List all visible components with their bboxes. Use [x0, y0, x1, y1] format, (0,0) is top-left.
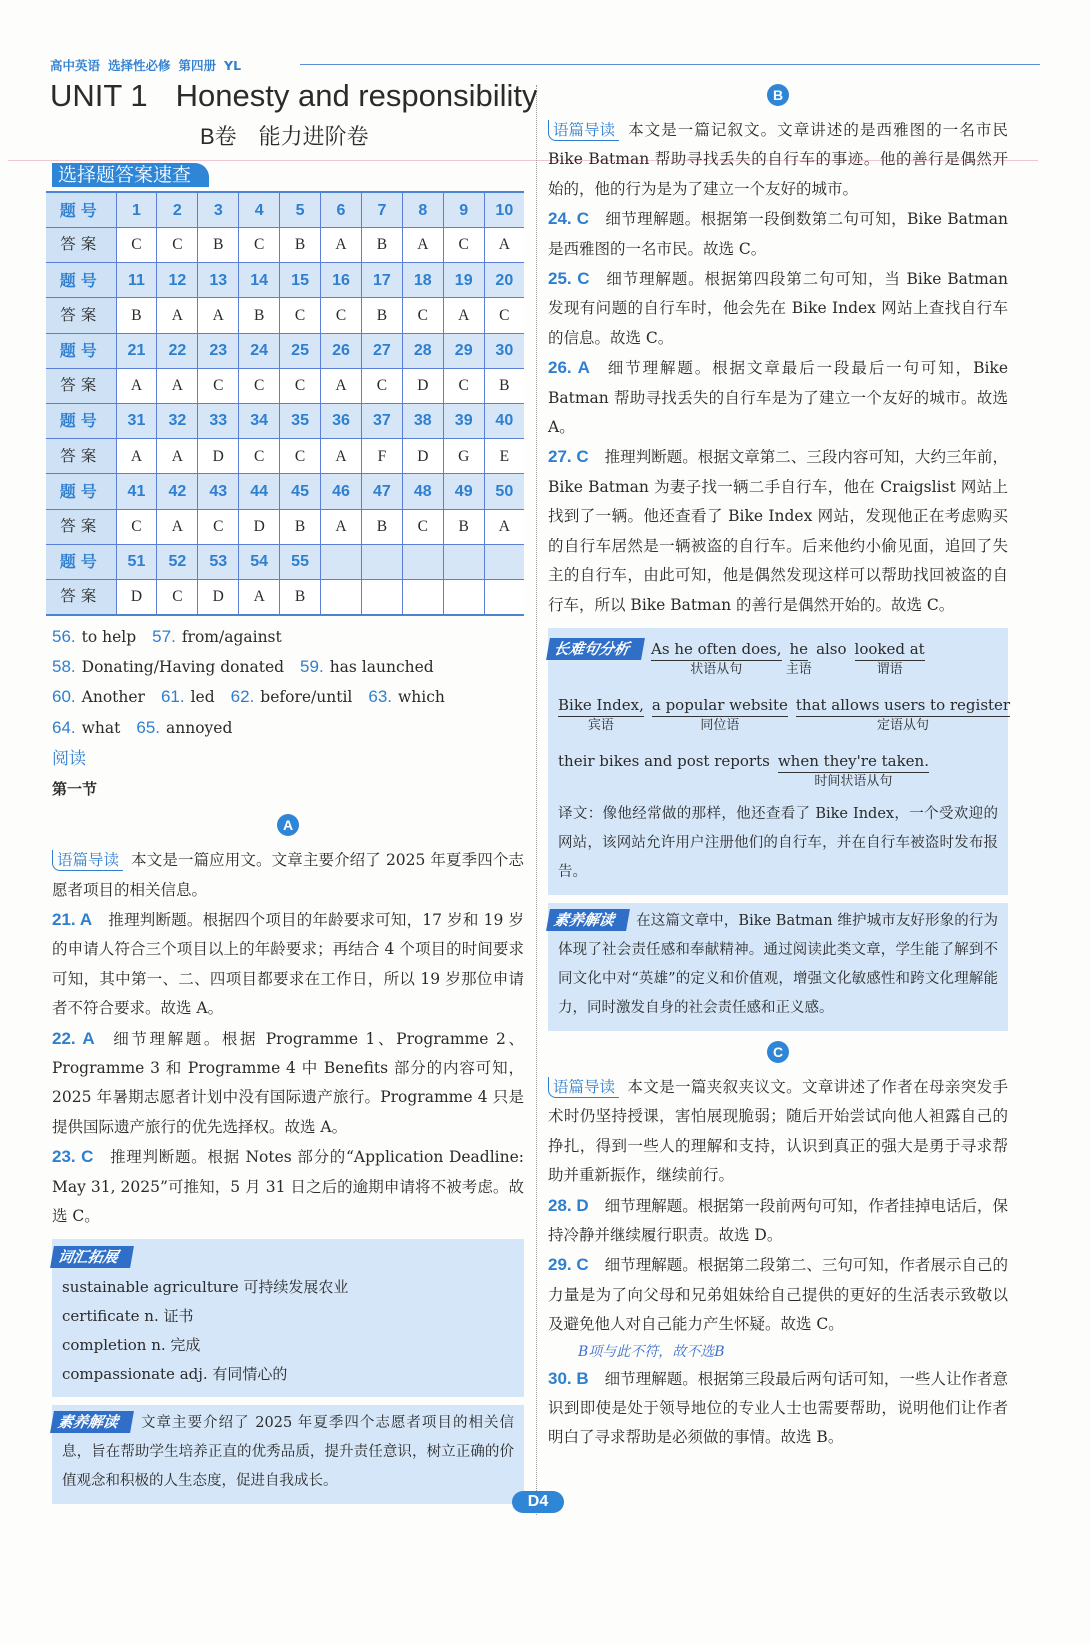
question-number: 21: [116, 333, 157, 368]
answer-key: A: [157, 298, 198, 333]
question-number-row: [46, 474, 524, 509]
answer-key: A: [443, 298, 484, 333]
column-divider: [536, 85, 537, 1515]
fill-answer: [368, 682, 445, 712]
item-number: 29. C: [548, 1255, 589, 1275]
question-number: 32: [157, 404, 198, 439]
fill-text: has launched: [329, 658, 434, 677]
answer-key: C: [157, 228, 198, 263]
fill-text: led: [190, 688, 215, 707]
vocab-item: compassionate adj. 有同情心的: [62, 1364, 288, 1383]
question-number: 49: [443, 474, 484, 509]
fill-text: to help: [81, 627, 137, 646]
fill-text: from/against: [181, 627, 282, 646]
segment-text: looked at: [854, 639, 925, 658]
answer-key: C: [402, 298, 443, 333]
right-column: [548, 80, 1011, 1453]
row-label: 答案: [46, 298, 116, 333]
question-number: 28: [402, 333, 443, 368]
answer-item: [548, 1250, 1008, 1339]
literacy-label: 素养解读: [546, 909, 630, 931]
question-number: [443, 544, 484, 579]
item-explanation: 细节理解题。根据第一段前两句可知，作者挂掉电话后，保持冷静并继续履行职责。故选 D。: [548, 1196, 1008, 1244]
translation: 译文：像他经常做的那样，他还查看了 Bike Index，一个受欢迎的网站，该网站允许用户注册他们的自行车，并在自行车被盗时发布报告。: [558, 805, 998, 880]
fill-answer: [136, 713, 232, 743]
sentence-segment: [816, 638, 846, 660]
segment-text: that allows users to register: [795, 695, 1011, 714]
sentence-segment: [854, 638, 925, 677]
question-number: 42: [157, 474, 198, 509]
header-edition: YL: [224, 57, 242, 73]
question-number: [321, 544, 362, 579]
question-number: [402, 544, 443, 579]
answer-key-row: [46, 579, 524, 614]
guide-label: 语篇导读: [548, 1077, 619, 1098]
row-label: 题号: [46, 333, 116, 368]
fill-number: 65.: [136, 717, 161, 737]
answer-key: C: [239, 439, 280, 474]
vocab-item: completion n. 完成: [62, 1335, 201, 1354]
question-number: 7: [361, 192, 402, 227]
question-number: 22: [157, 333, 198, 368]
row-label: 答案: [46, 368, 116, 403]
question-number: 54: [239, 544, 280, 579]
vocab-label: 词汇拓展: [50, 1246, 134, 1268]
vocab-item: sustainable agriculture 可持续发展农业: [62, 1277, 349, 1296]
answer-key: C: [484, 298, 524, 333]
fill-text: what: [81, 718, 121, 737]
answer-table-tab: 选择题答案速查: [52, 163, 209, 187]
answer-item: [548, 442, 1008, 619]
item-number: 30. B: [548, 1368, 589, 1388]
question-number: 55: [280, 544, 321, 579]
question-number: 23: [198, 333, 239, 368]
item-number: 27. C: [548, 447, 589, 467]
answer-key-row: [46, 509, 524, 544]
passage-c-guide: 语篇导读 本文是一篇夹叙夹议文。文章讲述了作者在母亲突发手术时仍坚持授课，害怕展现脆弱；随后开始尝试向他人袒露自己的挣扎，得到一些人的理解和支持，认识到真正的强大是勇于寻求帮助并重新振作，继续前行。: [548, 1077, 1008, 1185]
fill-number: 64.: [52, 717, 76, 737]
answer-key: A: [484, 228, 524, 263]
literacy-box-a: 素养解读 文章主要介绍了 2025 年夏季四个志愿者项目的相关信息，旨在帮助学生培养正直的优秀品质，提升责任意识，树立正确的价值观念和积极的人生态度，促进自我成长。: [52, 1405, 524, 1504]
question-number-row: [46, 404, 524, 439]
question-number: 30: [484, 333, 524, 368]
answer-key: A: [239, 579, 280, 614]
fill-number: 63.: [368, 687, 393, 707]
answer-key: B: [280, 579, 321, 614]
answer-key: A: [198, 298, 239, 333]
question-number: 11: [116, 263, 157, 298]
answer-key: B: [361, 228, 402, 263]
question-number: 26: [321, 333, 362, 368]
answer-item: 30. B 细节理解题。根据第三段最后两句话可知，一些人让作者意识到即使是处于领导地位的专业人士也需要帮助，说明他们让作者明白了寻求帮助是必须做的事情。故选 B。: [548, 1368, 1008, 1447]
row-label: 答案: [46, 579, 116, 614]
grammar-label: 同位语: [700, 717, 740, 733]
answer-key: G: [443, 439, 484, 474]
question-number: 24: [239, 333, 280, 368]
fill-text: which: [398, 688, 445, 707]
answer-key-row: [46, 439, 524, 474]
question-number: 3: [198, 192, 239, 227]
question-number: 2: [157, 192, 198, 227]
answer-item: [52, 905, 524, 1024]
handwritten-note: B项与此不符，故不选B: [578, 1343, 725, 1360]
answer-key: D: [198, 579, 239, 614]
answer-key: B: [443, 509, 484, 544]
answer-table: [46, 191, 524, 615]
question-number: 37: [361, 404, 402, 439]
vocab-box: [52, 1239, 524, 1396]
question-number: 19: [443, 263, 484, 298]
literacy-box-b: 素养解读 在这篇文章中，Bike Batman 维护城市友好形象的行为体现了社会责任感和奉献精神。通过阅读此类文章，学生能了解到不同文化中对“英雄”的定义和价值观，增强文化敏感性和跨文化理解能力，同时激发自身的社会责任感和正义感。: [548, 903, 1008, 1031]
reading-heading: 阅读: [52, 749, 86, 770]
paper-subtitle: B卷 能力进阶卷: [200, 124, 369, 149]
question-number: 8: [402, 192, 443, 227]
item-number: 28. D: [548, 1195, 589, 1215]
segment-text: their bikes and post reports: [558, 751, 770, 770]
answer-key: C: [116, 509, 157, 544]
page-title: [50, 78, 537, 114]
header-series: 选择性必修: [108, 58, 171, 73]
answer-key: C: [239, 368, 280, 403]
sentence-segment: [651, 638, 782, 677]
fill-text: annoyed: [166, 718, 233, 737]
analysis-label: 长难句分析: [546, 638, 645, 660]
fill-number: 60.: [52, 687, 76, 707]
row-label: 题号: [46, 544, 116, 579]
answer-key: F: [361, 439, 402, 474]
fill-answer: [52, 652, 284, 682]
page-number: D4: [512, 1491, 564, 1513]
answer-key-row: [46, 298, 524, 333]
row-label: 题号: [46, 404, 116, 439]
answer-key: C: [116, 228, 157, 263]
answer-key: C: [280, 368, 321, 403]
answer-item: [52, 1024, 524, 1143]
item-number: 26. A: [548, 358, 590, 378]
question-number: 40: [484, 404, 524, 439]
passage-c-marker: C: [767, 1041, 789, 1063]
answer-key: A: [321, 228, 362, 263]
section-heading: 第一节: [52, 779, 98, 798]
grammar-label: 状语从句: [690, 661, 743, 677]
fill-number: 57.: [152, 626, 176, 646]
answer-key: C: [280, 439, 321, 474]
fill-answer: [52, 622, 136, 652]
row-label: 题号: [46, 263, 116, 298]
answer-item: [548, 1191, 1008, 1251]
answer-key: B: [361, 298, 402, 333]
question-number: 6: [321, 192, 362, 227]
guide-label: 语篇导读: [548, 120, 619, 141]
fill-answer: [161, 682, 215, 712]
answer-key: B: [198, 228, 239, 263]
unit-number: UNIT 1: [50, 78, 148, 113]
fill-text: Donating/Having donated: [81, 658, 285, 677]
item-explanation: 细节理解题。根据第二段第二、三句可知，作者展示自己的力量是为了向父母和兄弟姐妹给自己提供的更好的生活表示致敬以及避免他人对自己能力产生怀疑。故选 C。: [548, 1256, 1008, 1334]
question-number: 16: [321, 263, 362, 298]
analysis-line: [558, 688, 1011, 744]
question-number: 27: [361, 333, 402, 368]
question-number: 48: [402, 474, 443, 509]
answer-key: A: [484, 509, 524, 544]
question-number: 43: [198, 474, 239, 509]
sentence-segment: [558, 750, 770, 772]
item-number: 23. C: [52, 1147, 94, 1167]
answer-key: [361, 579, 402, 614]
passage-a-marker: A: [277, 814, 299, 836]
question-number: 41: [116, 474, 157, 509]
sentence-segment: [777, 750, 929, 789]
answer-key: D: [402, 368, 443, 403]
answer-key: A: [157, 439, 198, 474]
question-number: 35: [280, 404, 321, 439]
question-number: 10: [484, 192, 524, 227]
header-volume: 第四册: [178, 58, 217, 73]
item-number: 24. C: [548, 209, 590, 229]
answer-key: C: [157, 579, 198, 614]
header-book: 高中英语: [50, 58, 101, 73]
item-explanation: 细节理解题。根据文章最后一段最后一句可知，Bike Batman 帮助寻找丢失的自行车是为了建立一个友好的城市。故选 A。: [548, 359, 1008, 437]
answer-key: A: [402, 228, 443, 263]
answer-key: [484, 579, 524, 614]
header-rule: [300, 64, 1040, 65]
answer-key: C: [198, 368, 239, 403]
question-number: 17: [361, 263, 402, 298]
segment-text: a popular website: [651, 695, 788, 714]
answer-key: A: [321, 509, 362, 544]
grammar-label: 宾语: [587, 717, 614, 733]
row-label: 题号: [46, 192, 116, 227]
fill-text: Another: [81, 688, 145, 707]
answer-key: A: [321, 439, 362, 474]
segment-text: when they're taken.: [777, 751, 929, 770]
fill-number: 61.: [160, 687, 185, 707]
question-number: 9: [443, 192, 484, 227]
question-number: 13: [198, 263, 239, 298]
question-number: 52: [157, 544, 198, 579]
fill-answer: [231, 682, 353, 712]
item-explanation: 细节理解题。根据第四段第二句可知，当 Bike Batman 发现有问题的自行车时，他会先在 Bike Index 网站上查找自行车的信息。故选 C。: [548, 270, 1008, 347]
segment-text: As he often does,: [651, 639, 782, 658]
item-number: 25. C: [548, 269, 590, 289]
answer-key: A: [157, 509, 198, 544]
sentence-segment: [558, 694, 644, 733]
answer-key: B: [239, 298, 280, 333]
item-explanation: 推理判断题。根据文章第二、三段内容可知，大约三年前，Bike Batman 为妻子找一辆二手自行车，他在 Craigslist 网站上找到了一辆。他还查看了 Bike Index 网站，发现他正在考虑购买的自行车居然是一辆被盗的自行车。后来他约小偷见面，追回了失主的自行车，由此可知，他是偶然发现这样可以帮助找回被盗的自行车，所以 Bike Batman 的善行是偶然开始的。故选 C。: [548, 448, 1008, 614]
answer-key: A: [116, 439, 157, 474]
sentence-segment: [651, 694, 788, 733]
question-number: 50: [484, 474, 524, 509]
sentence-analysis-box: [548, 628, 1011, 895]
answer-key: A: [157, 368, 198, 403]
answer-key: [321, 579, 362, 614]
row-label: 答案: [46, 439, 116, 474]
fill-answer: [152, 622, 282, 652]
fill-answer: [300, 652, 434, 682]
answer-item: [548, 264, 1008, 353]
answer-item: [548, 204, 1008, 264]
question-number-row: [46, 544, 524, 579]
fill-text: before/until: [260, 688, 353, 707]
answer-key: C: [321, 298, 362, 333]
grammar-label: 时间状语从句: [814, 773, 893, 789]
question-number: 31: [116, 404, 157, 439]
row-label: 答案: [46, 509, 116, 544]
item-explanation: 推理判断题。根据四个项目的年龄要求可知，17 岁和 19 岁的申请人符合三个项目以上的年龄要求；再结合 4 个项目的时间要求可知，其中第一、二、四项目都要求在工作日，所以 19 岁那位申请者不符合要求。故选 A。: [52, 910, 524, 1018]
segment-text: also: [816, 639, 847, 658]
answer-key: D: [198, 439, 239, 474]
answer-key: C: [443, 228, 484, 263]
literacy-label: 素养解读: [50, 1411, 134, 1433]
segment-text: he: [789, 639, 809, 658]
answer-key: B: [116, 298, 157, 333]
row-label: 题号: [46, 474, 116, 509]
question-number: 12: [157, 263, 198, 298]
fill-answer: [52, 682, 145, 712]
question-number: 29: [443, 333, 484, 368]
question-number: 20: [484, 263, 524, 298]
question-number: 36: [321, 404, 362, 439]
guide-label: 语篇导读: [52, 850, 123, 871]
answer-key-row: [46, 228, 524, 263]
item-explanation: 细节理解题。根据第一段倒数第二句可知，Bike Batman 是西雅图的一名市民。故选 C。: [548, 210, 1008, 258]
question-number: [484, 544, 524, 579]
answer-key: [402, 579, 443, 614]
question-number: 46: [321, 474, 362, 509]
question-number: 4: [239, 192, 280, 227]
answer-item: [52, 1142, 524, 1231]
question-number-row: [46, 263, 524, 298]
passage-b-guide: 语篇导读 本文是一篇记叙文。文章讲述的是西雅图的一名市民 Bike Batman 帮助寻找丢失的自行车的事迹。他的善行是偶然开始的，他的行为是为了建立一个友好的城市。: [548, 121, 1008, 198]
analysis-line: [552, 632, 998, 688]
answer-key: A: [116, 368, 157, 403]
question-number: 38: [402, 404, 443, 439]
answer-key: C: [198, 509, 239, 544]
question-number: 33: [198, 404, 239, 439]
row-label: 答案: [46, 228, 116, 263]
question-number: 14: [239, 263, 280, 298]
item-explanation: 细节理解题。根据 Programme 1、Programme 2、Programme 3 和 Programme 4 中 Benefits 部分的内容可知，2025 年暑期志愿者计划中没有国际遗产旅行。Programme 4 只是提供国际遗产旅行的优先选择权。故选 A。: [52, 1029, 524, 1136]
passage-a-guide: 语篇导读 本文是一篇应用文。文章主要介绍了 2025 年夏季四个志愿者项目的相关信息。: [52, 851, 524, 899]
sentence-segment: [795, 694, 1011, 733]
unit-name: Honesty and responsibility: [175, 78, 538, 113]
answer-key: C: [443, 368, 484, 403]
answer-key: E: [484, 439, 524, 474]
vocab-item: certificate n. 证书: [62, 1306, 194, 1325]
fill-number: 56.: [52, 626, 76, 646]
question-number: 34: [239, 404, 280, 439]
left-column: [52, 162, 524, 1504]
question-number: 47: [361, 474, 402, 509]
question-number: 1: [116, 192, 157, 227]
running-header: [50, 56, 241, 74]
answer-key: [443, 579, 484, 614]
question-number: 5: [280, 192, 321, 227]
answer-key: D: [239, 509, 280, 544]
question-number: 45: [280, 474, 321, 509]
answer-key: C: [402, 509, 443, 544]
answer-item: [548, 353, 1008, 442]
answer-key: C: [361, 368, 402, 403]
grammar-label: 主语: [785, 661, 812, 677]
answer-key: B: [484, 368, 524, 403]
question-number: 39: [443, 404, 484, 439]
grammar-label: 定语从句: [876, 717, 929, 733]
question-number: 18: [402, 263, 443, 298]
item-number: 22. A: [52, 1028, 95, 1048]
sentence-segment: [785, 638, 812, 677]
question-number: 25: [280, 333, 321, 368]
item-explanation: 推理判断题。根据 Notes 部分的“Application Deadline: May 31, 2025”可推知，5 月 31 日之后的逾期申请将不被考虑。故选 C。: [52, 1148, 524, 1225]
answer-key: C: [280, 298, 321, 333]
answer-key: C: [239, 228, 280, 263]
answer-key-row: [46, 368, 524, 403]
item-number: 21. A: [52, 909, 93, 929]
question-number: [361, 544, 402, 579]
question-number: 44: [239, 474, 280, 509]
answer-key: B: [280, 509, 321, 544]
fill-answer: [52, 713, 120, 743]
question-number: 15: [280, 263, 321, 298]
question-number-row: [46, 333, 524, 368]
segment-text: Bike Index,: [558, 695, 644, 714]
question-number: 53: [198, 544, 239, 579]
fill-number: 62.: [230, 687, 255, 707]
question-number: 51: [116, 544, 157, 579]
fill-number: 58.: [52, 657, 76, 677]
analysis-line: [558, 744, 998, 800]
fill-number: 59.: [300, 657, 324, 677]
answer-key: A: [321, 368, 362, 403]
answer-key: B: [280, 228, 321, 263]
passage-b-marker: B: [767, 84, 789, 106]
answer-key: D: [116, 579, 157, 614]
fill-in-answers: [52, 622, 524, 744]
answer-key: B: [361, 509, 402, 544]
answer-key: D: [402, 439, 443, 474]
question-number-row: [46, 192, 524, 227]
grammar-label: 谓语: [876, 661, 903, 677]
